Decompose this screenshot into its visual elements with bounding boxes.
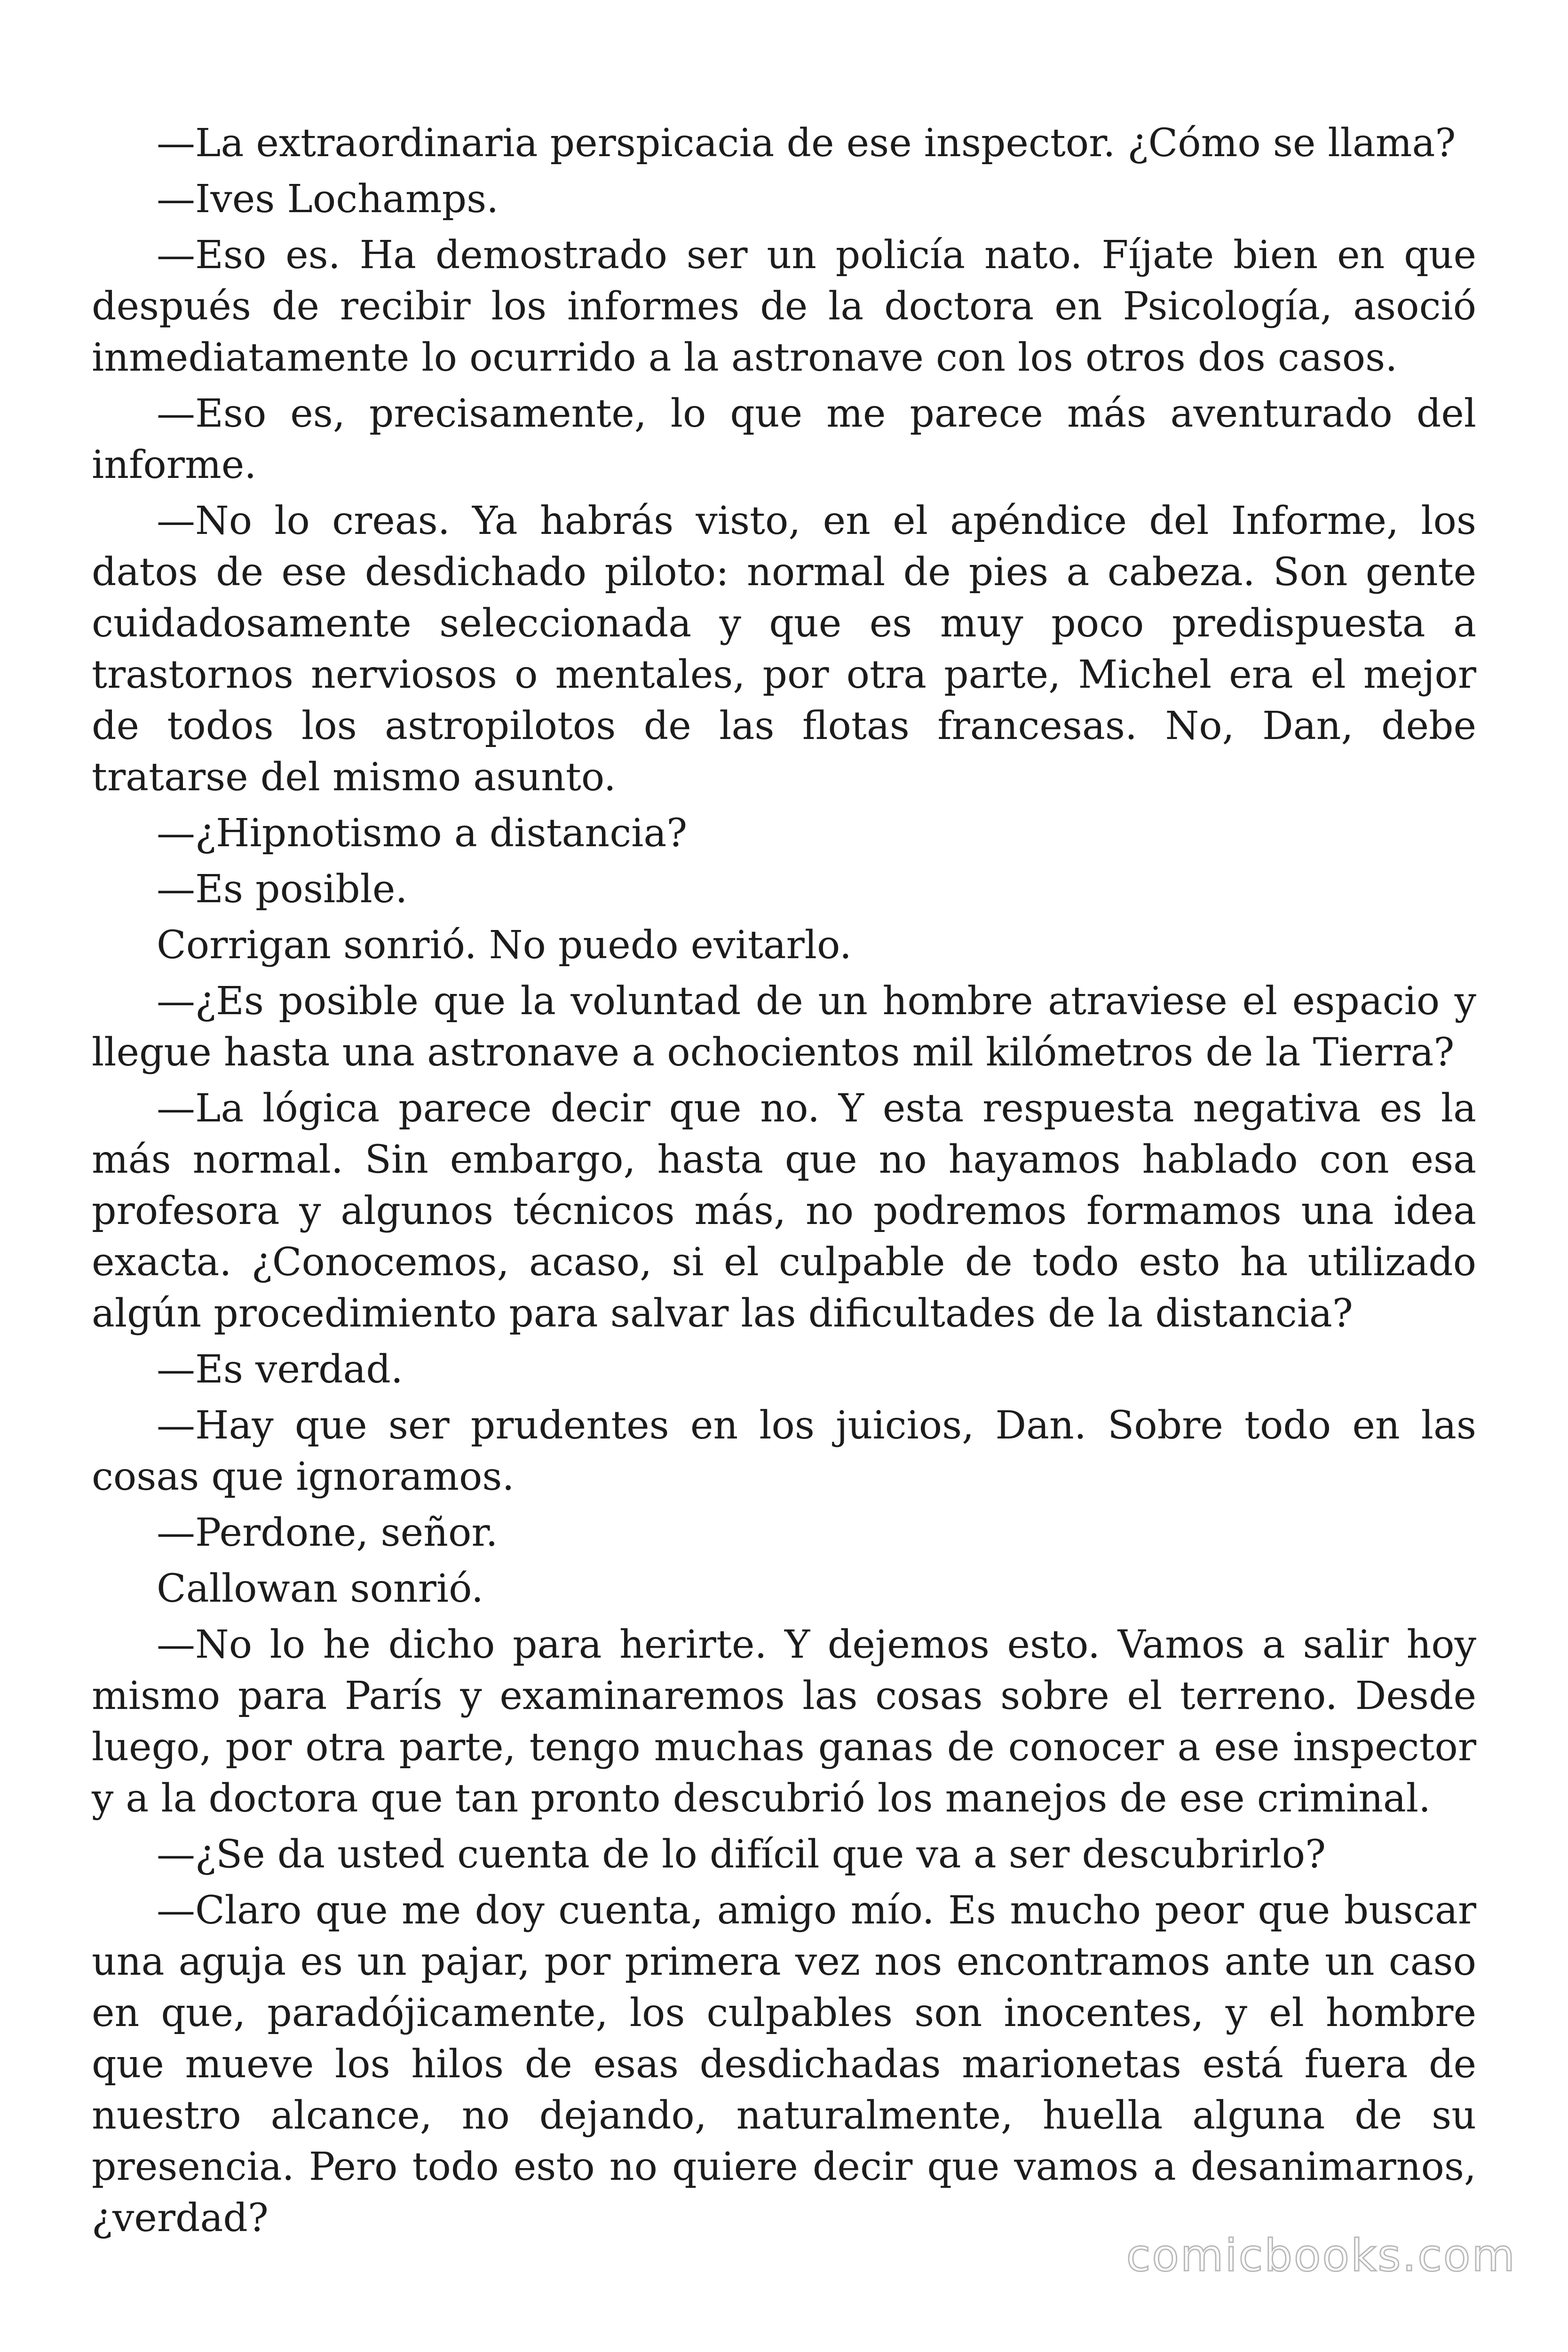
paragraph: —La lógica parece decir que no. Y esta respuesta negativa es la más normal. Sin embargo, hasta que no hayamos hablado con esa profesora y algunos técnicos más, no podremos formamos una idea exacta. ¿Conocemos, acaso, si el culpable de todo esto ha utilizado algún procedimiento para salvar las dificultades de la distancia? bbox=[92, 1086, 1476, 1336]
paragraph: Corrigan sonrió. No puedo evitarlo. bbox=[157, 923, 852, 968]
paragraph: —La extraordinaria perspicacia de ese inspector. ¿Cómo se llama? bbox=[157, 121, 1456, 166]
paragraph: —Claro que me doy cuenta, amigo mío. Es mucho peor que buscar una aguja es un pajar, por primera vez nos encontramos ante un caso en que, paradójicamente, los culpables son inocentes, y el hombre que mueve los hilos de esas desdichadas marionetas está fuera de nuestro alcance, no dejando, naturalmente, huella alguna de su presencia. Pero todo esto no quiere decir que vamos a desanimarnos, ¿verdad? bbox=[92, 1888, 1476, 2241]
paragraph: —¿Hipnotismo a distancia? bbox=[157, 811, 688, 856]
paragraph: —Perdone, señor. bbox=[157, 1510, 498, 1555]
paragraph: —Es verdad. bbox=[157, 1347, 403, 1392]
paragraph: Callowan sonrió. bbox=[157, 1566, 484, 1611]
watermark: comicbooks.com bbox=[1126, 2230, 1516, 2281]
paragraph: —Es posible. bbox=[157, 867, 408, 912]
paragraph: —¿Se da usted cuenta de lo difícil que va a ser descubrirlo? bbox=[157, 1832, 1326, 1877]
paragraph: —¿Es posible que la voluntad de un hombre atraviese el espacio y llegue hasta una astronave a ochocientos mil kilómetros de la Tierra? bbox=[92, 979, 1476, 1075]
paragraph: —Eso es, precisamente, lo que me parece más aventurado del informe. bbox=[92, 391, 1476, 487]
page-body bbox=[92, 118, 1476, 2249]
paragraph: —No lo creas. Ya habrás visto, en el apéndice del Informe, los datos de ese desdichado piloto: normal de pies a cabeza. Son gente cuidadosamente seleccionada y que es muy poco predispuesta a trastornos nerviosos o mentales, por otra parte, Michel era el mejor de todos los astropilotos de las flotas francesas. No, Dan, debe tratarse del mismo asunto. bbox=[92, 499, 1476, 800]
paragraph: —Hay que ser prudentes en los juicios, Dan. Sobre todo en las cosas que ignoramos. bbox=[92, 1403, 1476, 1499]
paragraph: —Ives Lochamps. bbox=[157, 177, 499, 222]
paragraph: —Eso es. Ha demostrado ser un policía nato. Fíjate bien en que después de recibir los informes de la doctora en Psicología, asoció inmediatamente lo ocurrido a la astronave con los otros dos casos. bbox=[92, 233, 1476, 380]
paragraph: —No lo he dicho para herirte. Y dejemos esto. Vamos a salir hoy mismo para París y examinaremos las cosas sobre el terreno. Desde luego, por otra parte, tengo muchas ganas de conocer a ese inspector y a la doctora que tan pronto descubrió los manejos de ese criminal. bbox=[92, 1622, 1476, 1821]
